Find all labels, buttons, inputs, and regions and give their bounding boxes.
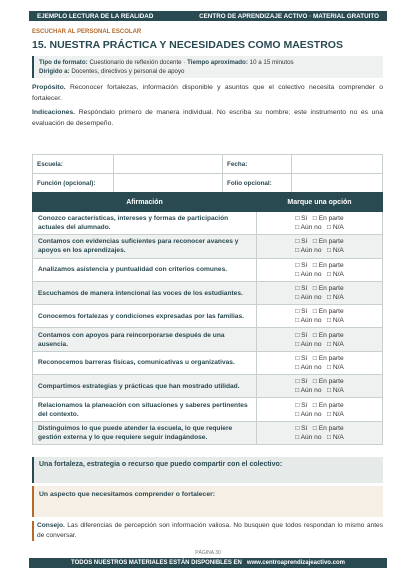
strength-prompt: Una fortaleza, estrategia o recurso que puedo compartir con el colectivo:: [39, 461, 283, 468]
questionnaire-table: [32, 192, 383, 445]
meta-line-2: [39, 67, 378, 76]
statement-header: Afirmación: [33, 193, 257, 212]
statement-cell: Reconocemos barreras físicas, comunicativas u organizativas.: [33, 351, 257, 374]
meta-line-1: [39, 58, 378, 67]
option-checkboxes[interactable]: □ Sí □ En parte □ Aún no □ N/A: [257, 235, 383, 258]
date-label: Fecha:: [223, 155, 292, 174]
instructions-paragraph: [32, 107, 383, 129]
audience-value: Docentes, directivos y personal de apoyo: [71, 68, 185, 75]
purpose-paragraph: [32, 82, 383, 104]
option-checkboxes[interactable]: □ Sí □ En parte □ Aún no □ N/A: [257, 281, 383, 304]
school-field[interactable]: [114, 155, 223, 174]
option-checkboxes[interactable]: □ Sí □ En parte □ Aún no □ N/A: [257, 351, 383, 374]
tip-label: Consejo.: [37, 522, 65, 529]
page-title: 15. NUESTRA PRÁCTICA Y NECESIDADES COMO MAESTROS: [32, 39, 343, 51]
footer-bar: [29, 558, 387, 568]
info-fields-table: [32, 154, 383, 193]
footer-text: TODOS NUESTROS MATERIALES ESTÁN DISPONIBLES EN: [71, 560, 242, 566]
meta-separator: ·: [183, 59, 188, 66]
statement-cell: Conocemos fortalezas y condiciones expresadas por las familias.: [33, 305, 257, 328]
header-left-text: EJEMPLO LECTURA DE LA REALIDAD: [37, 12, 154, 20]
time-value: 10 a 15 minutos: [249, 59, 294, 66]
page-number: PÁGINA 30: [195, 550, 221, 556]
section-label: ESCUCHAR AL PERSONAL ESCOLAR: [32, 29, 142, 35]
improve-response-box[interactable]: [32, 486, 383, 517]
option-header: Marque una opción: [257, 193, 383, 212]
strength-response-box[interactable]: [32, 457, 383, 483]
statement-cell: Distinguimos lo que puede atender la escuela, lo que requiere gestión externa y lo que requiere seguir indagándose.: [33, 421, 257, 444]
folio-label: Folio opcional:: [223, 174, 292, 193]
option-checkboxes[interactable]: □ Sí □ En parte □ Aún no □ N/A: [257, 305, 383, 328]
instructions-label: Indicaciones.: [32, 109, 76, 116]
school-label: Escuela:: [33, 155, 114, 174]
header-right-text: CENTRO DE APRENDIZAJE ACTIVO · MATERIAL GRATUITO: [199, 12, 379, 20]
option-checkboxes[interactable]: □ Sí □ En parte □ Aún no □ N/A: [257, 328, 383, 351]
purpose-label: Propósito.: [32, 84, 66, 91]
option-checkboxes[interactable]: □ Sí □ En parte □ Aún no □ N/A: [257, 398, 383, 421]
footer-url[interactable]: www.centroaprendizajeactivo.com: [246, 560, 345, 566]
statement-cell: Conozco características, intereses y formas de participación actuales del alumnado.: [33, 212, 257, 235]
date-field[interactable]: [292, 155, 383, 174]
top-header-bar: [29, 11, 387, 21]
role-field[interactable]: [114, 174, 223, 193]
improve-prompt: Un aspecto que necesitamos comprender o fortalecer:: [39, 491, 216, 498]
option-checkboxes[interactable]: □ Sí □ En parte □ Aún no □ N/A: [257, 258, 383, 281]
tip-paragraph: [32, 521, 383, 541]
option-checkboxes[interactable]: □ Sí □ En parte □ Aún no □ N/A: [257, 375, 383, 398]
option-checkboxes[interactable]: □ Sí □ En parte □ Aún no □ N/A: [257, 421, 383, 444]
statement-cell: Escuchamos de manera intencional las voces de los estudiantes.: [33, 281, 257, 304]
statement-cell: Contamos con evidencias suficientes para reconocer avances y apoyos en los aprendizajes.: [33, 235, 257, 258]
statement-cell: Analizamos asistencia y puntualidad con criterios comunes.: [33, 258, 257, 281]
statement-cell: Relacionamos la planeación con situaciones y saberes pertinentes del contexto.: [33, 398, 257, 421]
format-value: Cuestionario de reflexión docente: [89, 59, 182, 66]
folio-field[interactable]: [292, 174, 383, 193]
role-label: Función (opcional):: [33, 174, 114, 193]
instructions-text: Respóndalo primero de manera individual. No escriba su nombre; este instrumento no es una evaluación de desempeño.: [32, 109, 383, 127]
time-label: Tiempo aproximado:: [187, 59, 248, 66]
meta-box: [32, 56, 383, 78]
audience-label: Dirigido a:: [39, 68, 70, 75]
purpose-text: Reconocer fortalezas, información disponible y asuntos que el colectivo necesita comprender o fortalecer.: [32, 84, 384, 102]
tip-text: Las diferencias de percepción son información valiosa. No busquen que todos respondan lo mismo antes de conversar.: [37, 522, 383, 539]
option-checkboxes[interactable]: □ Sí □ En parte □ Aún no □ N/A: [257, 212, 383, 235]
format-label: Tipo de formato:: [39, 59, 88, 66]
statement-cell: Contamos con apoyos para reincorporarse después de una ausencia.: [33, 328, 257, 351]
statement-cell: Compartimos estrategias y prácticas que han mostrado utilidad.: [33, 375, 257, 398]
